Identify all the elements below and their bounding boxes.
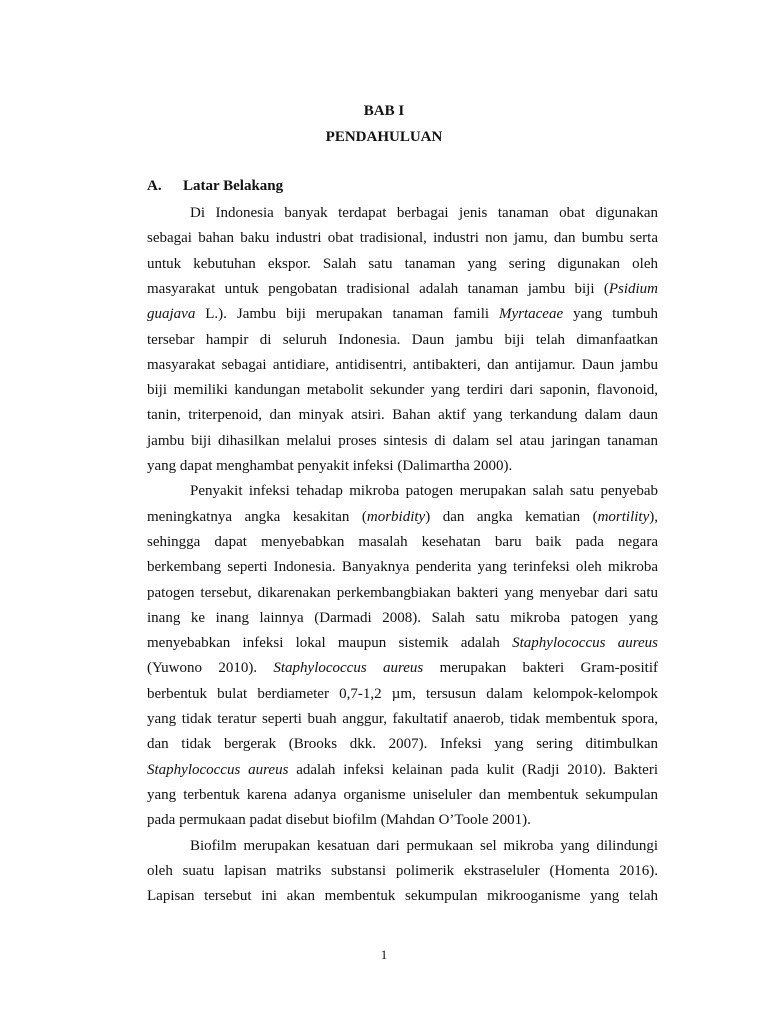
- body-line: berbentuk bulat berdiameter 0,7-1,2 µm, tersusun dalam kelompok-kelompok: [147, 685, 658, 702]
- body-line: dan tidak bergerak (Brooks dkk. 2007). Infeksi yang sering ditimbulkan: [147, 736, 658, 753]
- section-heading: [147, 178, 283, 195]
- body-line: yang dapat menghambat penyakit infeksi (Dalimartha 2000).: [147, 458, 513, 474]
- body-line: tanin, triterpenoid, dan minyak atsiri. Bahan aktif yang terkandung dalam daun: [147, 407, 658, 424]
- body-line: guajava L.). Jambu biji merupakan tanaman famili Myrtaceae yang tumbuh: [147, 306, 658, 323]
- body-line: Staphylococcus aureus adalah infeksi kelainan pada kulit (Radji 2010). Bakteri: [147, 761, 658, 778]
- body-line: Penyakit infeksi tehadap mikroba patogen merupakan salah satu penyebab: [190, 483, 658, 500]
- page-number: 1: [380, 947, 388, 962]
- body-line: untuk kebutuhan ekspor. Salah satu tanaman yang sering digunakan oleh: [147, 255, 658, 272]
- body-line: Lapisan tersebut ini akan membentuk sekumpulan mikrooganisme yang telah: [147, 888, 658, 905]
- body-line: biji memiliki kandungan metabolit sekunder yang terdiri dari saponin, flavonoid,: [147, 382, 658, 399]
- section-title: Latar Belakang: [183, 178, 284, 194]
- body-line: Biofilm merupakan kesatuan dari permukaan sel mikroba yang dilindungi: [190, 837, 658, 854]
- body-line: yang terbentuk karena adanya organisme uniseluler dan membentuk sekumpulan: [147, 786, 658, 803]
- body-line: menyebabkan infeksi lokal maupun sistemik adalah Staphylococcus aureus: [147, 635, 658, 652]
- body-line: oleh suatu lapisan matriks substansi polimerik ekstraseluler (Homenta 2016).: [147, 862, 658, 879]
- body-line: jambu biji dihasilkan melalui proses sintesis di dalam sel atau jaringan tanaman: [147, 432, 658, 449]
- section-letter: A.: [147, 178, 162, 194]
- body-line: masyarakat untuk pengobatan tradisional adalah tanaman jambu biji (Psidium: [147, 280, 658, 297]
- chapter-label: BAB I: [363, 103, 405, 119]
- body-line: Di Indonesia banyak terdapat berbagai jenis tanaman obat digunakan: [190, 205, 658, 221]
- body-line: berkembang seperti Indonesia. Banyaknya penderita yang terinfeksi oleh mikroba: [147, 559, 658, 576]
- body-line: pada permukaan padat disebut biofilm (Mahdan O’Toole 2001).: [147, 812, 531, 829]
- body-line: (Yuwono 2010). Staphylococcus aureus merupakan bakteri Gram-positif: [147, 660, 658, 677]
- body-line: inang ke inang lainnya (Darmadi 2008). Salah satu mikroba patogen yang: [147, 609, 658, 626]
- body-line: yang tidak teratur seperti buah anggur, fakultatif anaerob, tidak membentuk spora,: [147, 711, 658, 727]
- body-line: sebagai bahan baku industri obat tradisional, industri non jamu, dan bumbu serta: [147, 230, 658, 247]
- body-line: tersebar hampir di seluruh Indonesia. Daun jambu biji telah dimanfaatkan: [147, 331, 658, 348]
- chapter-title: PENDAHULUAN: [325, 129, 443, 145]
- body-line: patogen tersebut, dikarenakan perkembangbiakan bakteri yang menyebar dari satu: [147, 584, 658, 601]
- body-line: meningkatnya angka kesakitan (morbidity) dan angka kematian (mortility),: [147, 508, 658, 525]
- body-line: sehingga dapat menyebabkan masalah kesehatan baru baik pada negara: [147, 533, 658, 550]
- body-line: masyarakat sebagai antidiare, antidisentri, antibakteri, dan antijamur. Daun jambu: [147, 356, 658, 373]
